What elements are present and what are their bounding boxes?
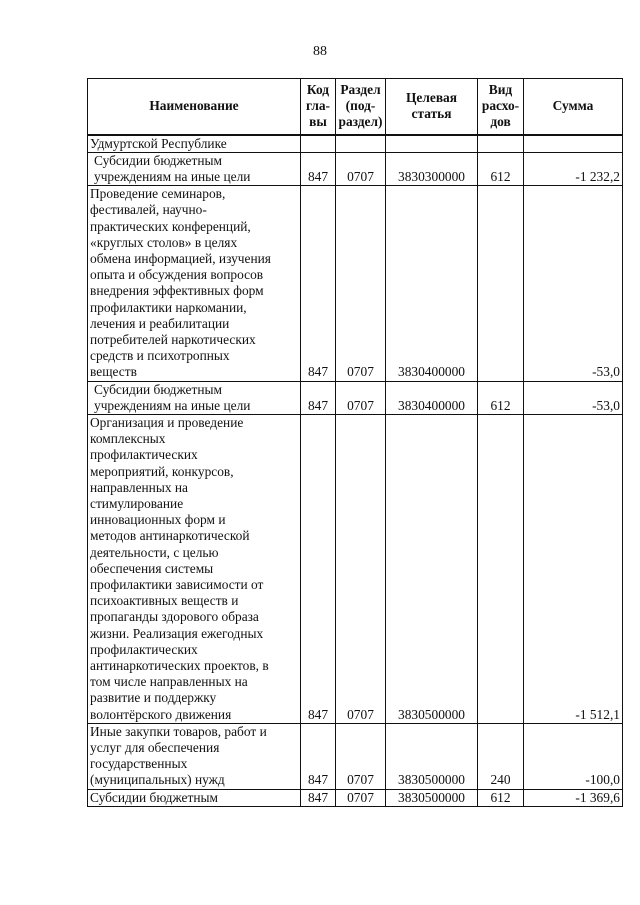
table-row <box>88 414 623 723</box>
row-amount: -1 369,6 <box>524 789 623 806</box>
row-amount: -1 232,2 <box>524 152 623 185</box>
row-section: 0707 <box>336 152 386 185</box>
header-name: Наименование <box>88 79 301 135</box>
row-name: Иные закупки товаров, работ и услуг для обеспечения государственных (муниципальных) нужд <box>88 723 301 789</box>
row-amount: -53,0 <box>524 186 623 381</box>
table-row <box>88 135 623 153</box>
row-article: 3830500000 <box>386 723 478 789</box>
row-article: 3830300000 <box>386 152 478 185</box>
row-article: 3830500000 <box>386 789 478 806</box>
row-code: 847 <box>301 152 336 185</box>
row-name: Удмуртской Республике <box>88 135 301 153</box>
row-amount: -53,0 <box>524 381 623 414</box>
row-article <box>386 135 478 153</box>
table-header-row <box>88 79 623 135</box>
row-kind: 612 <box>478 789 524 806</box>
row-section: 0707 <box>336 723 386 789</box>
row-article: 3830400000 <box>386 186 478 381</box>
row-section: 0707 <box>336 381 386 414</box>
row-amount: -100,0 <box>524 723 623 789</box>
row-code <box>301 135 336 153</box>
table-row <box>88 186 623 381</box>
row-code: 847 <box>301 723 336 789</box>
row-name: Субсидии бюджетным учреждениям на иные цели <box>88 152 301 185</box>
header-amount: Сумма <box>524 79 623 135</box>
row-amount: -1 512,1 <box>524 414 623 723</box>
row-article: 3830500000 <box>386 414 478 723</box>
row-name: Субсидии бюджетным <box>88 789 301 806</box>
table-row <box>88 789 623 806</box>
header-code: Код гла- вы <box>301 79 336 135</box>
row-name: Проведение семинаров, фестивалей, научно- практических конференций, «круглых столов» в целях обмена информацией, изучения опыта и обсуждения вопросов внедрения эффективных форм профилактики наркомании, лечения и реабилитации потребителей наркотических средств и психотропных веществ <box>88 186 301 381</box>
row-kind: 240 <box>478 723 524 789</box>
page-number: 88 <box>313 44 327 59</box>
row-code: 847 <box>301 381 336 414</box>
row-section: 0707 <box>336 186 386 381</box>
row-section <box>336 135 386 153</box>
row-code: 847 <box>301 186 336 381</box>
row-section: 0707 <box>336 414 386 723</box>
row-article: 3830400000 <box>386 381 478 414</box>
table-row <box>88 381 623 414</box>
row-kind <box>478 135 524 153</box>
header-kind: Вид расхо- дов <box>478 79 524 135</box>
table-row <box>88 723 623 789</box>
row-section: 0707 <box>336 789 386 806</box>
row-kind: 612 <box>478 152 524 185</box>
row-code: 847 <box>301 789 336 806</box>
row-kind <box>478 186 524 381</box>
row-code: 847 <box>301 414 336 723</box>
row-kind <box>478 414 524 723</box>
header-article: Целевая статья <box>386 79 478 135</box>
row-kind: 612 <box>478 381 524 414</box>
header-section: Раздел (под- раздел) <box>336 79 386 135</box>
row-name: Субсидии бюджетным учреждениям на иные цели <box>88 381 301 414</box>
row-name: Организация и проведение комплексных профилактических мероприятий, конкурсов, направленных на стимулирование инновационных форм и методов антинаркотической деятельности, с целью обеспечения системы профилактики зависимости от психоактивных веществ и пропаганды здорового образа жизни. Реализация ежегодных профилактических антинаркотических проектов, в том числе направленных на развитие и поддержку волонтёрского движения <box>88 414 301 723</box>
table-row <box>88 152 623 185</box>
row-amount <box>524 135 623 153</box>
budget-table <box>87 78 623 807</box>
